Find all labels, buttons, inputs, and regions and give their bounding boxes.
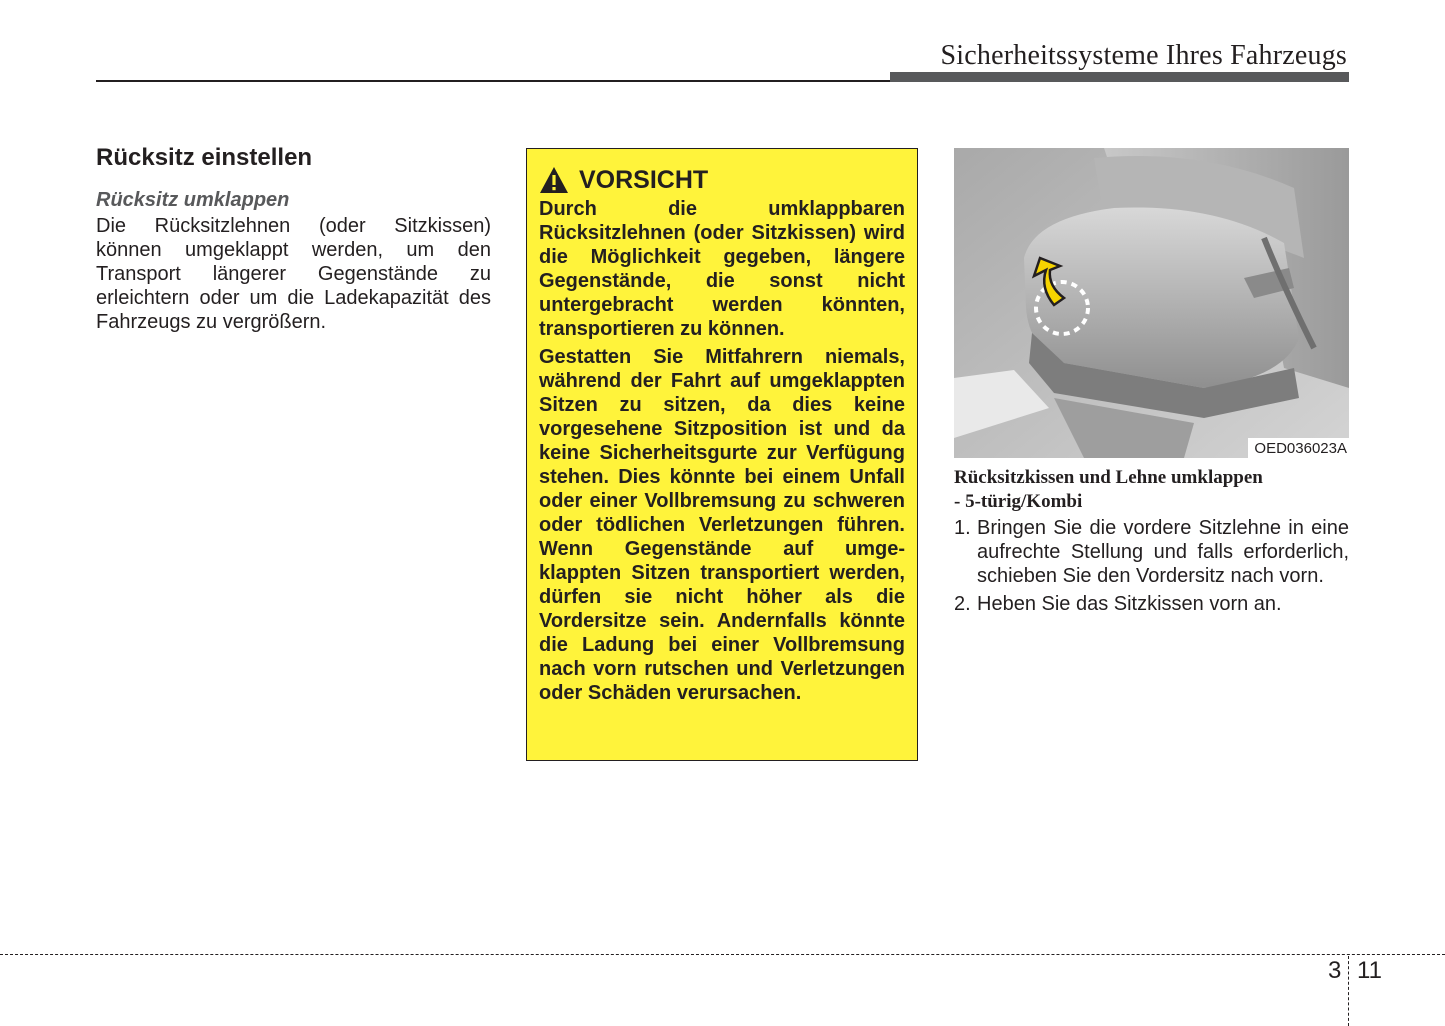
- chapter-number: 3: [1328, 957, 1342, 984]
- step-number: 1.: [954, 517, 971, 539]
- list-item: [954, 516, 1349, 588]
- header-rule: [96, 80, 891, 82]
- left-column: [96, 140, 491, 334]
- caution-title: VORSICHT: [579, 166, 709, 194]
- caution-paragraph-1: Durch die umklappbaren Rücksitzlehnen (oder Sitzkissen) wird die Möglichkeit gegeben, längere Gegenstände, die sonst nicht untergebracht werden könnten, transportieren zu können.: [539, 198, 905, 340]
- warning-triangle-icon: [539, 166, 569, 194]
- list-item: [954, 592, 1349, 616]
- body-paragraph: Die Rücksitzlehnen (oder Sitzkissen) können umgeklappt werden, um den Transport längerer Gegenstände zu erleichtern oder um die Ladekapazität des Fahrzeugs zu vergrößern.: [96, 215, 491, 333]
- step-text: Bringen Sie die vordere Sitzlehne in eine aufrechte Stellung und falls erforderlich, schieben Sie den Vordersitz nach vorn.: [977, 517, 1349, 587]
- caution-box: [526, 148, 918, 761]
- footer-vertical-divider: [1348, 956, 1349, 1026]
- section-title: Rücksitz einstellen: [96, 144, 313, 171]
- right-column: [954, 148, 1349, 620]
- step-number: 2.: [954, 593, 971, 615]
- seat-photo-graphic: [954, 148, 1349, 458]
- seat-illustration: [954, 148, 1349, 458]
- step-text: Heben Sie das Sitzkissen vorn an.: [977, 593, 1282, 615]
- page-number: 11: [1357, 957, 1382, 984]
- caution-header: [539, 165, 905, 195]
- subsection-title: Rücksitz umklappen: [96, 189, 290, 211]
- header-title: Sicherheitssysteme Ihres Fahrzeugs: [940, 40, 1347, 71]
- footer-divider: [0, 954, 1445, 955]
- caption-line-2: - 5-türig/Kombi: [954, 491, 1083, 512]
- header-rule-accent: [890, 72, 1349, 82]
- caution-paragraph-2: Gestatten Sie Mitfahrern niemals, während der Fahrt auf umgeklappten Sitzen zu sitzen, da dies keine vorgesehene Sitzposition ist und da keine Sicherheitsgurte zur Verfügung stehen. Dies könnte bei einem Unfall oder einer Vollbremsung zu schweren oder tödlichen Verletzungen führen. Wenn Gegenstände auf umge-klappten Sitzen transportiert werden, dürfen sie nicht höher als die Vordersitze sein. Andernfalls könnte die Ladung bei einer Vollbremsung nach vorn rutschen und Verletzungen oder Schäden verursachen.: [539, 346, 905, 704]
- photo-code: OED036023A: [1248, 438, 1349, 458]
- step-list: [954, 516, 1349, 616]
- figure-caption: [954, 466, 1349, 514]
- caption-line-1: Rücksitzkissen und Lehne umklappen: [954, 467, 1263, 488]
